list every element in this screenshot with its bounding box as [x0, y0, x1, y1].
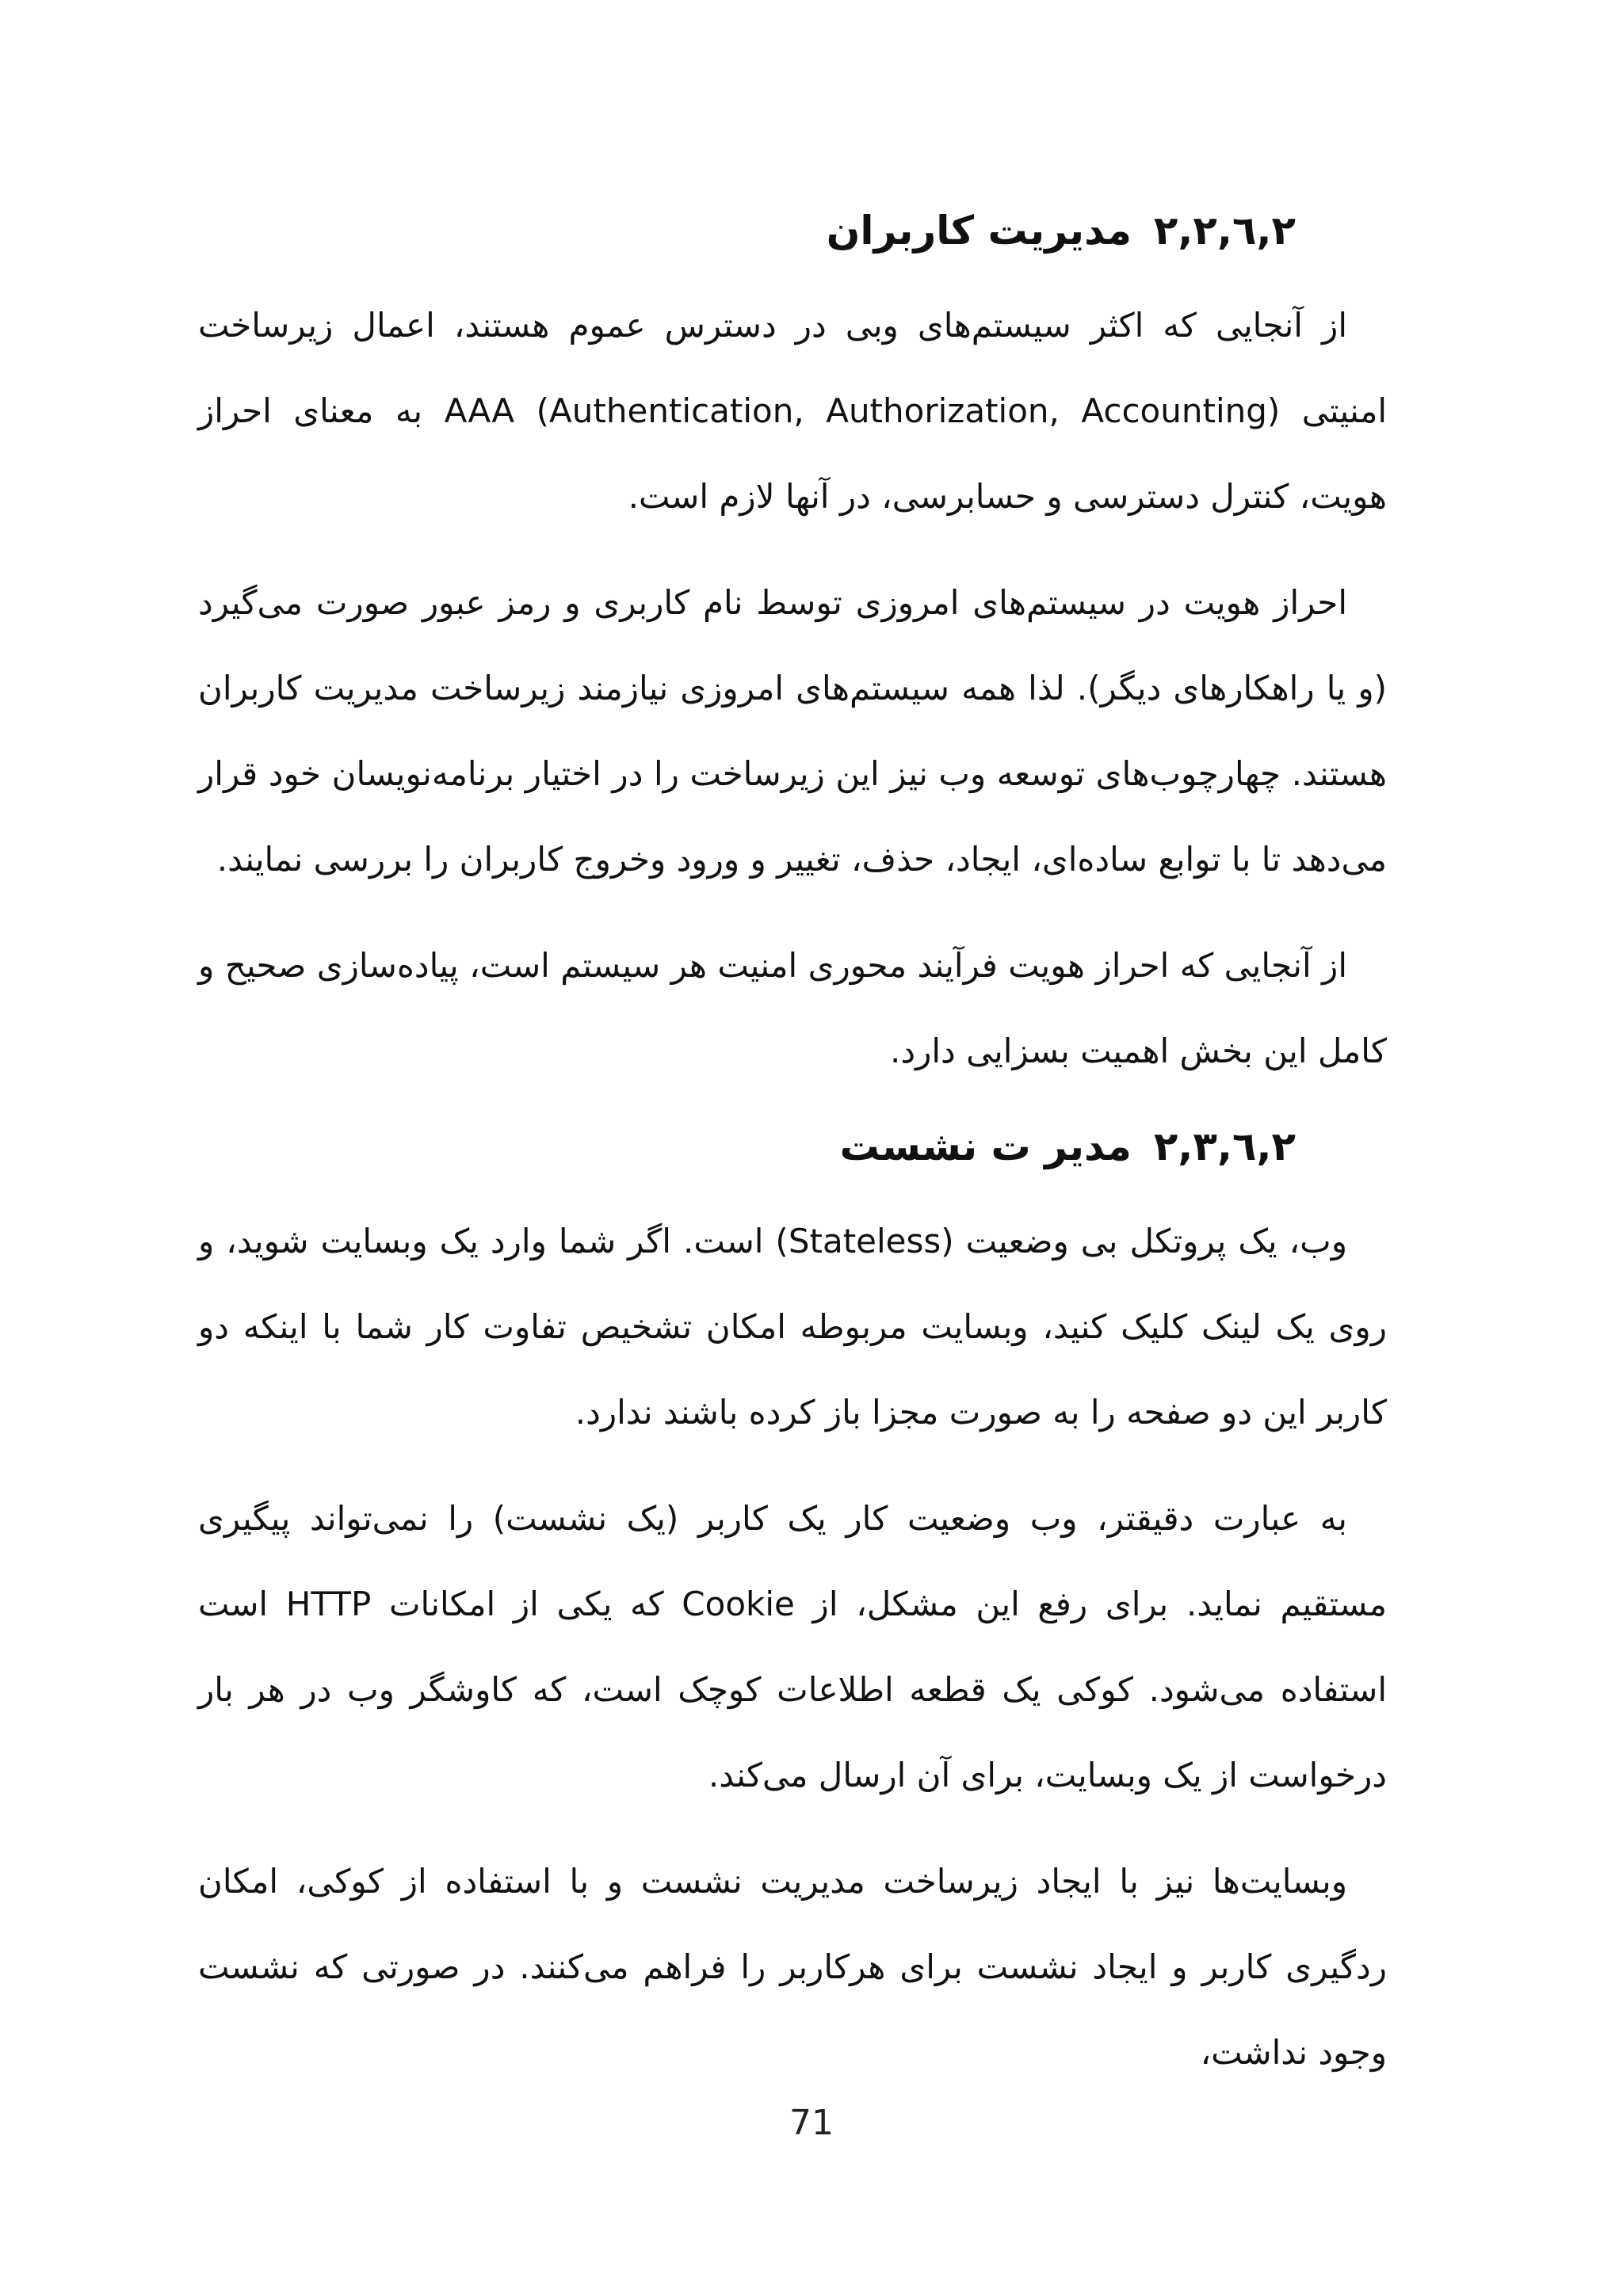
- section-heading-session-management: [198, 1118, 1387, 1175]
- paragraph: از آنجایی که احراز هویت فرآیند محوری امنیت هر سیستم است، پیاده‌سازی صحیح و کامل این بخش اهمیت بسزایی دارد.: [198, 946, 1387, 1070]
- page-number: 71: [789, 2103, 834, 2143]
- paragraph: وبسایت‌ها نیز با ایجاد زیرساخت مدیریت نشست و با استفاده از کوکی، امکان ردگیری کاربر و ایجاد نشست برای هرکاربر را فراهم می‌کنند. در صورتی که نشست وجود نداشت،: [198, 1862, 1387, 2072]
- section-title: مدیریت کاربران: [826, 208, 1132, 254]
- section-number: ۲,٦,۲,۳: [1153, 1123, 1296, 1169]
- page-content: [198, 202, 1387, 2096]
- paragraph: وب، یک پروتکل بی وضعیت (Stateless) است. اگر شما وارد یک وبسایت شوید، و روی یک لینک کلیک کنید، وبسایت مربوطه امکان تشخیص تفاوت کار شما با اینکه دو کاربر این دو صفحه را به صورت مجزا باز کرده باشند ندارد.: [198, 1222, 1387, 1432]
- section-number: ۲,٦,۲,۲: [1153, 208, 1296, 254]
- paragraph: به عبارت دقیقتر، وب وضعیت کار یک کاربر (یک نشست) را نمی‌تواند پیگیری مستقیم نماید. برای رفع این مشکل، از Cookie که یکی از امکانات HTTP است استفاده می‌شود. کوکی یک قطعه اطلاعات کوچک است، که کاوشگر وب در هر بار درخواست از یک وبسایت، برای آن ارسال می‌کند.: [198, 1499, 1387, 1794]
- paragraph: احراز هویت در سیستم‌های امروزی توسط نام کاربری و رمز عبور صورت می‌گیرد (و یا راهکارهای دیگر). لذا همه سیستم‌های امروزی نیازمند زیرساخت مدیریت کاربران هستند. چهارچوب‌های توسعه وب نیز این زیرساخت را در اختیار برنامه‌نویسان خود قرار می‌دهد تا با توابع ساده‌ای، ایجاد، حذف، تغییر و ورود وخروج کاربران را بررسی نمایند.: [198, 583, 1387, 879]
- section-heading-user-management: [198, 202, 1387, 259]
- section-title: مدیر ت نشست: [839, 1123, 1132, 1169]
- paragraph: از آنجایی که اکثر سیستم‌های وبی در دسترس عموم هستند، اعمال زیرساخت امنیتی AAA (Authentication, Authorization, Accounting) به معنای احراز هویت، کنترل دسترسی و حسابرسی، در آنها لازم است.: [198, 306, 1388, 516]
